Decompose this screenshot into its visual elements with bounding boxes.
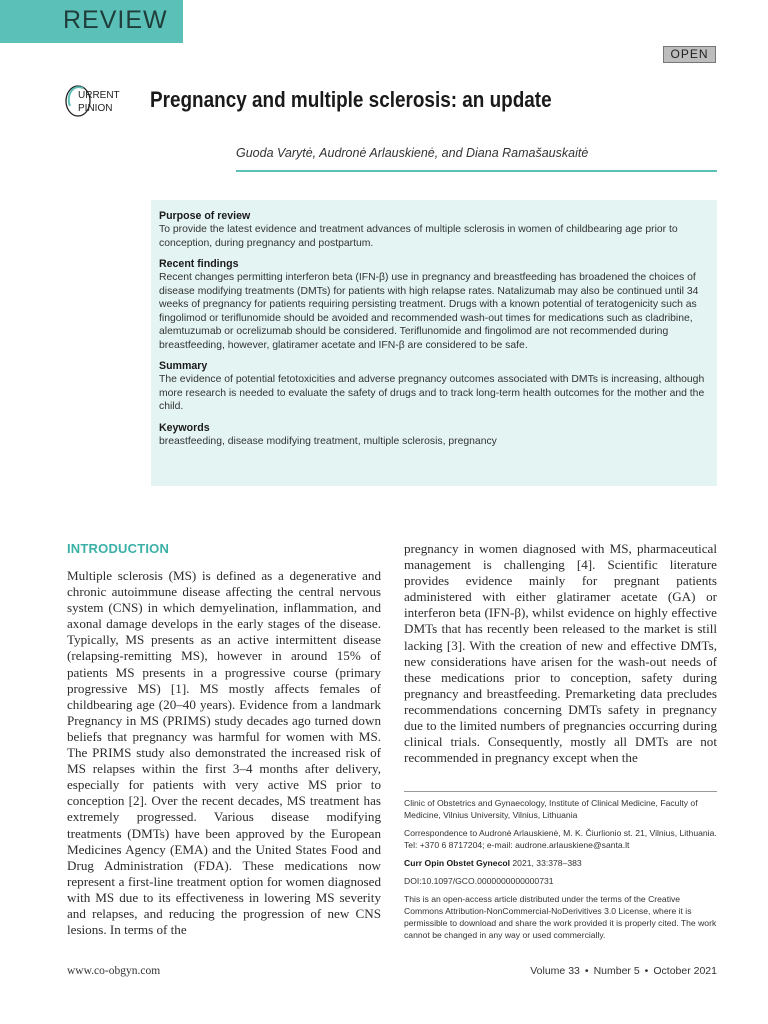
introduction-heading: INTRODUCTION [67,541,170,556]
bullet-separator: • [584,965,589,977]
footer-website: www.co-obgyn.com [67,965,161,977]
abstract-heading-keywords: Keywords [159,421,210,434]
abstract-heading-findings: Recent findings [159,258,239,270]
citation-details: 2021, 33:378–383 [510,858,582,868]
footer-issue-info [505,965,717,977]
affiliation-correspondence: Correspondence to Audronė Arlauskienė, M. K. Čiurlionio st. 21, Vilnius, Lithuania. Tel: +370 6 8717204; e-mail: audrone.arlauskiene@santa.lt [404,828,717,850]
footer-volume: Volume 33 [530,965,580,977]
abstract-text-findings: Recent changes permitting interferon beta (IFN-β) use in pregnancy and breastfeeding has broadened the choices of disease modifying treatments (DMTs) for patients with high relapse rates. Natalizumab may also be continued until 34 weeks of pregnancy for patients requiring persisting treatment. Drugs with a known potential of teratogenicity such as fingolimod or teriflunomide should be avoided and recommended wash-out times for medications such as cladribine, alemtuzumab or ocrelizumab should be considered. Teriflunomide and fingolimod are not recommended during breastfeeding, however, glatiramer acetate and IFN-β are considered to be safe. [159,272,699,351]
abstract-heading-summary: Summary [159,360,208,372]
logo-text-top: URRENT [78,90,120,101]
body-right-column [404,541,717,766]
open-access-badge: OPEN [663,46,716,63]
introduction-text-right: pregnancy in women diagnosed with MS, pharmaceutical management is challenging [4]. Scientific literature provides evidence mainly for pregnant patients administered with either glatiramer acetate (GA) or interferon beta (IFN-β), whilst evidence on highly effective DMTs that has recently been released to the market is still lacking [3]. With the creation of new and effective DMTs, new considerations have arisen for the wash-out needs of these medications prior to conception, safety during pregnancy and breastfeeding. Premarketing data precludes recommendations concerning DMTs safety in pregnancy due to the limited numbers of pregnancies occurring during clinical trials. Consequently, mostly all DMTs are not recommended in pregnancy except when the [404,541,717,766]
footer-number: Number 5 [593,965,640,977]
bullet-separator: • [644,965,649,977]
abstract-text-summary: The evidence of potential fetotoxicities and adverse pregnancy outcomes associated with DMTs is increasing, although more research is needed to evaluate the safety of drugs and to track long-term health outcomes for the mother and the child. [159,374,705,412]
article-authors: Guoda Varytė, Audronė Arlauskienė, and Diana Ramašauskaitė [236,146,589,160]
article-title: Pregnancy and multiple sclerosis: an update [150,87,552,112]
affiliation-doi: DOI:10.1097/GCO.0000000000000731 [404,876,554,886]
footer-date: October 2021 [653,965,717,977]
abstract-text-purpose: To provide the latest evidence and treatment advances of multiple sclerosis in women of childbearing age prior to conception, during pregnancy and postpartum. [159,224,678,249]
affiliation-clinic: Clinic of Obstetrics and Gynaecology, Institute of Clinical Medicine, Faculty of Medicine, Vilnius University, Vilnius, Lithuania [404,798,698,820]
body-left-column [67,541,381,938]
section-tab: REVIEW [0,0,183,43]
affiliation-block [404,797,718,947]
title-divider [236,170,717,172]
abstract-heading-purpose: Purpose of review [159,210,251,222]
journal-logo [64,82,130,120]
affiliation-citation [404,857,718,869]
logo-text-bottom: PINION [78,103,113,114]
citation-journal: Curr Opin Obstet Gynecol [404,858,511,868]
introduction-text-left: Multiple sclerosis (MS) is defined as a degenerative and chronic autoimmune disease affecting the central nervous system (CNS) in which demyelination, inflammation, and axonal damage develops in the early stages of the disease. Typically, MS presents as an active intermittent disease (relapsing-remitting MS), however in around 15% of patients MS presents in a progressive course (primary progressive MS) [1]. MS mostly affects females of childbearing age (20–40 years). Evidence from a landmark Pregnancy in MS (PRIMS) study decades ago turned down beliefs that pregnancy was harmful for women with MS. The PRIMS study also demonstrated the increased risk of MS relapses within the first 3–4 months after delivery, especially for patients with very active MS prior to conception [2]. Over the recent decades, MS treatment has extremely progressed. Various disease modifying treatments (DMTs) have been approved by the European Medicines Agency (EMA) and the United States Food and Drug Administration (FDA). These medications now represent a first-line treatment option for women diagnosed with MS due to its effectiveness in lowering MS severity and relapses, and reducing the progression of new CNS lesions. In terms of the [67,568,381,938]
affiliation-divider [404,791,717,792]
affiliation-license: This is an open-access article distributed under the terms of the Creative Commons Attribution-NonCommercial-NoDerivitives 3.0 License, where it is permissible to download and share the work provided it is properly cited. The work cannot be changed in any way or used commercially. [404,894,717,940]
abstract-text-keywords: breastfeeding, disease modifying treatment, multiple sclerosis, pregnancy [159,435,497,447]
abstract-box [151,200,717,486]
